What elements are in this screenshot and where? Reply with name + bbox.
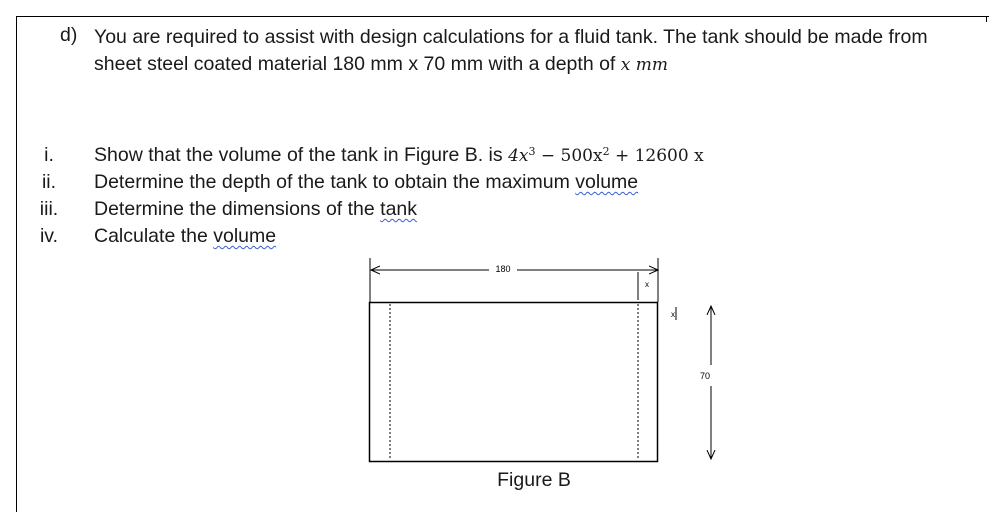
item-number-2: ii. xyxy=(41,171,57,193)
item-3-underlined-word: tank xyxy=(380,198,418,220)
item-number-1: i. xyxy=(44,144,54,166)
expr-term-3: + 12600 x xyxy=(609,146,704,166)
depth-variable: x mm xyxy=(620,55,668,75)
item-number-3: iii. xyxy=(39,198,59,220)
width-label: 180 xyxy=(495,264,511,274)
item-number-4: iv. xyxy=(39,225,59,247)
item-4-prefix: Calculate the xyxy=(94,225,214,247)
expr-exponent-2: 2 xyxy=(602,145,610,158)
expr-exponent-1: 3 xyxy=(528,145,536,158)
depth-label-top: x xyxy=(645,280,649,289)
height-label: 70 xyxy=(699,371,711,381)
question-line-2-text: sheet steel coated material 180 mm x 70 mm with a depth of xyxy=(94,53,621,75)
item-2-underlined-word: volume xyxy=(575,171,639,193)
sheet-rectangle xyxy=(370,303,658,462)
question-line-1: You are required to assist with design calculations for a fluid tank. The tank should be made from xyxy=(94,26,928,48)
expr-term-2: − 500x xyxy=(535,146,603,166)
item-4-underlined-word: volume xyxy=(213,225,277,247)
item-3-prefix: Determine the dimensions of the xyxy=(94,198,381,220)
figure-caption: Figure B xyxy=(497,469,571,491)
expr-term-1: 4x xyxy=(508,146,529,166)
item-2-prefix: Determine the depth of the tank to obtain the maximum xyxy=(94,171,576,193)
depth-label-side: x xyxy=(671,310,675,319)
question-label: d) xyxy=(60,24,78,46)
item-1-prefix: Show that the volume of the tank in Figure B. is xyxy=(94,144,509,166)
